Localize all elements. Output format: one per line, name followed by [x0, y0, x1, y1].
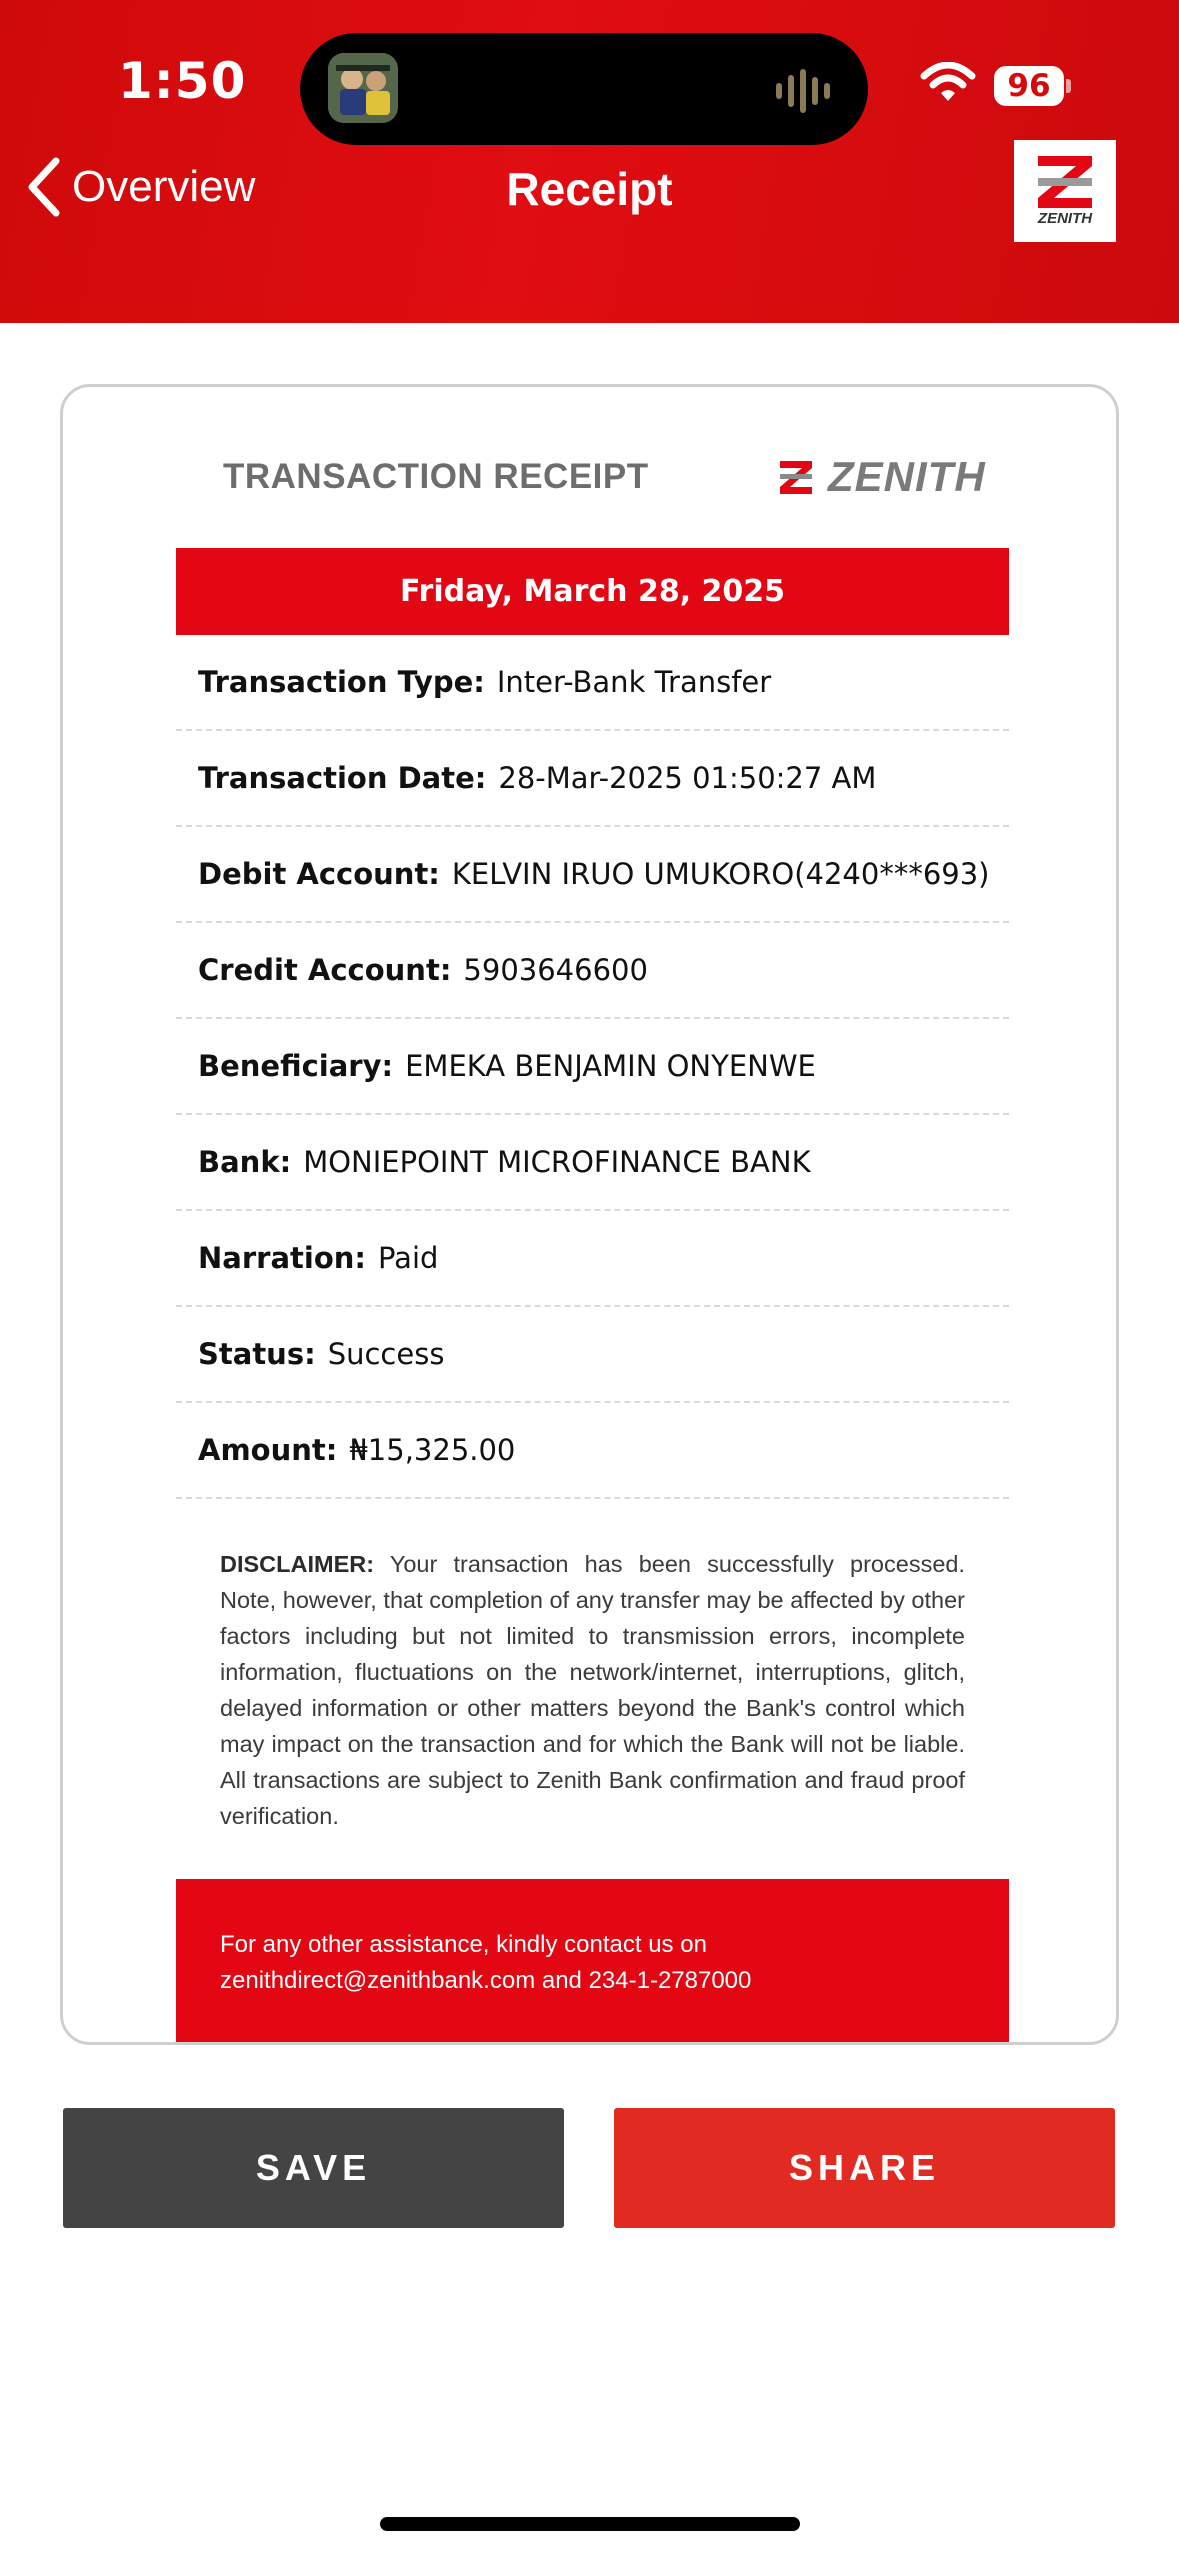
footer-contact-line: For any other assistance, kindly contact us on — [220, 1931, 707, 1958]
share-button[interactable]: SHARE — [614, 2108, 1115, 2228]
row-label: Transaction Date: — [198, 761, 487, 795]
receipt-logo-text: ZENITH — [828, 453, 986, 500]
battery-tip — [1066, 79, 1071, 93]
row-value: EMEKA BENJAMIN ONYENWE — [405, 1049, 816, 1083]
row-value: 5903646600 — [463, 953, 648, 987]
row-value: ₦15,325.00 — [349, 1433, 516, 1467]
zenith-logo-tile — [1014, 140, 1116, 242]
wifi-icon — [920, 62, 976, 104]
page-title: Receipt — [506, 163, 673, 215]
receipt-row-bank — [176, 1115, 1009, 1211]
now-playing-artwork — [328, 53, 398, 123]
receipt-row-credit-account — [176, 923, 1009, 1019]
row-value: MONIEPOINT MICROFINANCE BANK — [303, 1145, 811, 1179]
brand-tile-label: ZENITH — [1037, 210, 1093, 227]
row-value: Paid — [377, 1241, 439, 1275]
receipt-row-debit-account — [176, 827, 1009, 923]
row-label: Bank: — [198, 1145, 292, 1179]
receipt-date-banner: Friday, March 28, 2025 — [176, 548, 1009, 635]
app-header — [0, 0, 1179, 323]
receipt-card — [60, 384, 1119, 2045]
receipt-row-status — [176, 1307, 1009, 1403]
receipt-row-narration — [176, 1211, 1009, 1307]
receipt-footer — [176, 1879, 1009, 2045]
back-label: Overview — [72, 162, 256, 211]
receipt-row-beneficiary — [176, 1019, 1009, 1115]
zenith-z-icon — [776, 457, 816, 497]
row-value: 28-Mar-2025 01:50:27 AM — [498, 761, 877, 795]
row-value: KELVIN IRUO UMUKORO(4240***693) — [451, 857, 990, 891]
save-button[interactable]: SAVE — [63, 2108, 564, 2228]
row-label: Credit Account: — [198, 953, 452, 987]
receipt-row-transaction-date — [176, 731, 1009, 827]
row-label: Debit Account: — [198, 857, 440, 891]
disclaimer-label: DISCLAIMER: — [220, 1551, 375, 1577]
row-label: Amount: — [198, 1433, 338, 1467]
row-value: Success — [327, 1337, 445, 1371]
row-label: Transaction Type: — [198, 665, 485, 699]
row-value: Inter-Bank Transfer — [496, 665, 772, 699]
dynamic-island[interactable] — [300, 33, 868, 145]
disclaimer — [220, 1546, 965, 1834]
audio-waveform-icon — [774, 69, 840, 113]
receipt-row-transaction-type — [176, 635, 1009, 731]
row-label: Narration: — [198, 1241, 366, 1275]
battery-indicator: 96 — [994, 66, 1064, 106]
disclaimer-text: Your transaction has been successfully processed. Note, however, that completion of any transfer may be affected by other factors including but not limited to transmission errors, incomplete information, fluctuations on the network/internet, interruptions, glitch, delayed information or other matters beyond the Bank's control which may impact on the transaction and for which the Bank will not be liable. All transactions are subject to Zenith Bank confirmation and fraud proof verification. — [220, 1551, 965, 1829]
home-indicator[interactable] — [380, 2517, 800, 2531]
footer-contact-details: zenithdirect@zenithbank.com and 234-1-2787000 — [220, 1967, 752, 1994]
row-label: Beneficiary: — [198, 1049, 394, 1083]
receipt-logo — [776, 453, 986, 501]
receipt-row-amount — [176, 1403, 1009, 1499]
receipt-title: TRANSACTION RECEIPT — [223, 457, 649, 496]
zenith-z-logo-icon — [1032, 154, 1098, 210]
status-time: 1:50 — [118, 52, 247, 110]
row-label: Status: — [198, 1337, 316, 1371]
